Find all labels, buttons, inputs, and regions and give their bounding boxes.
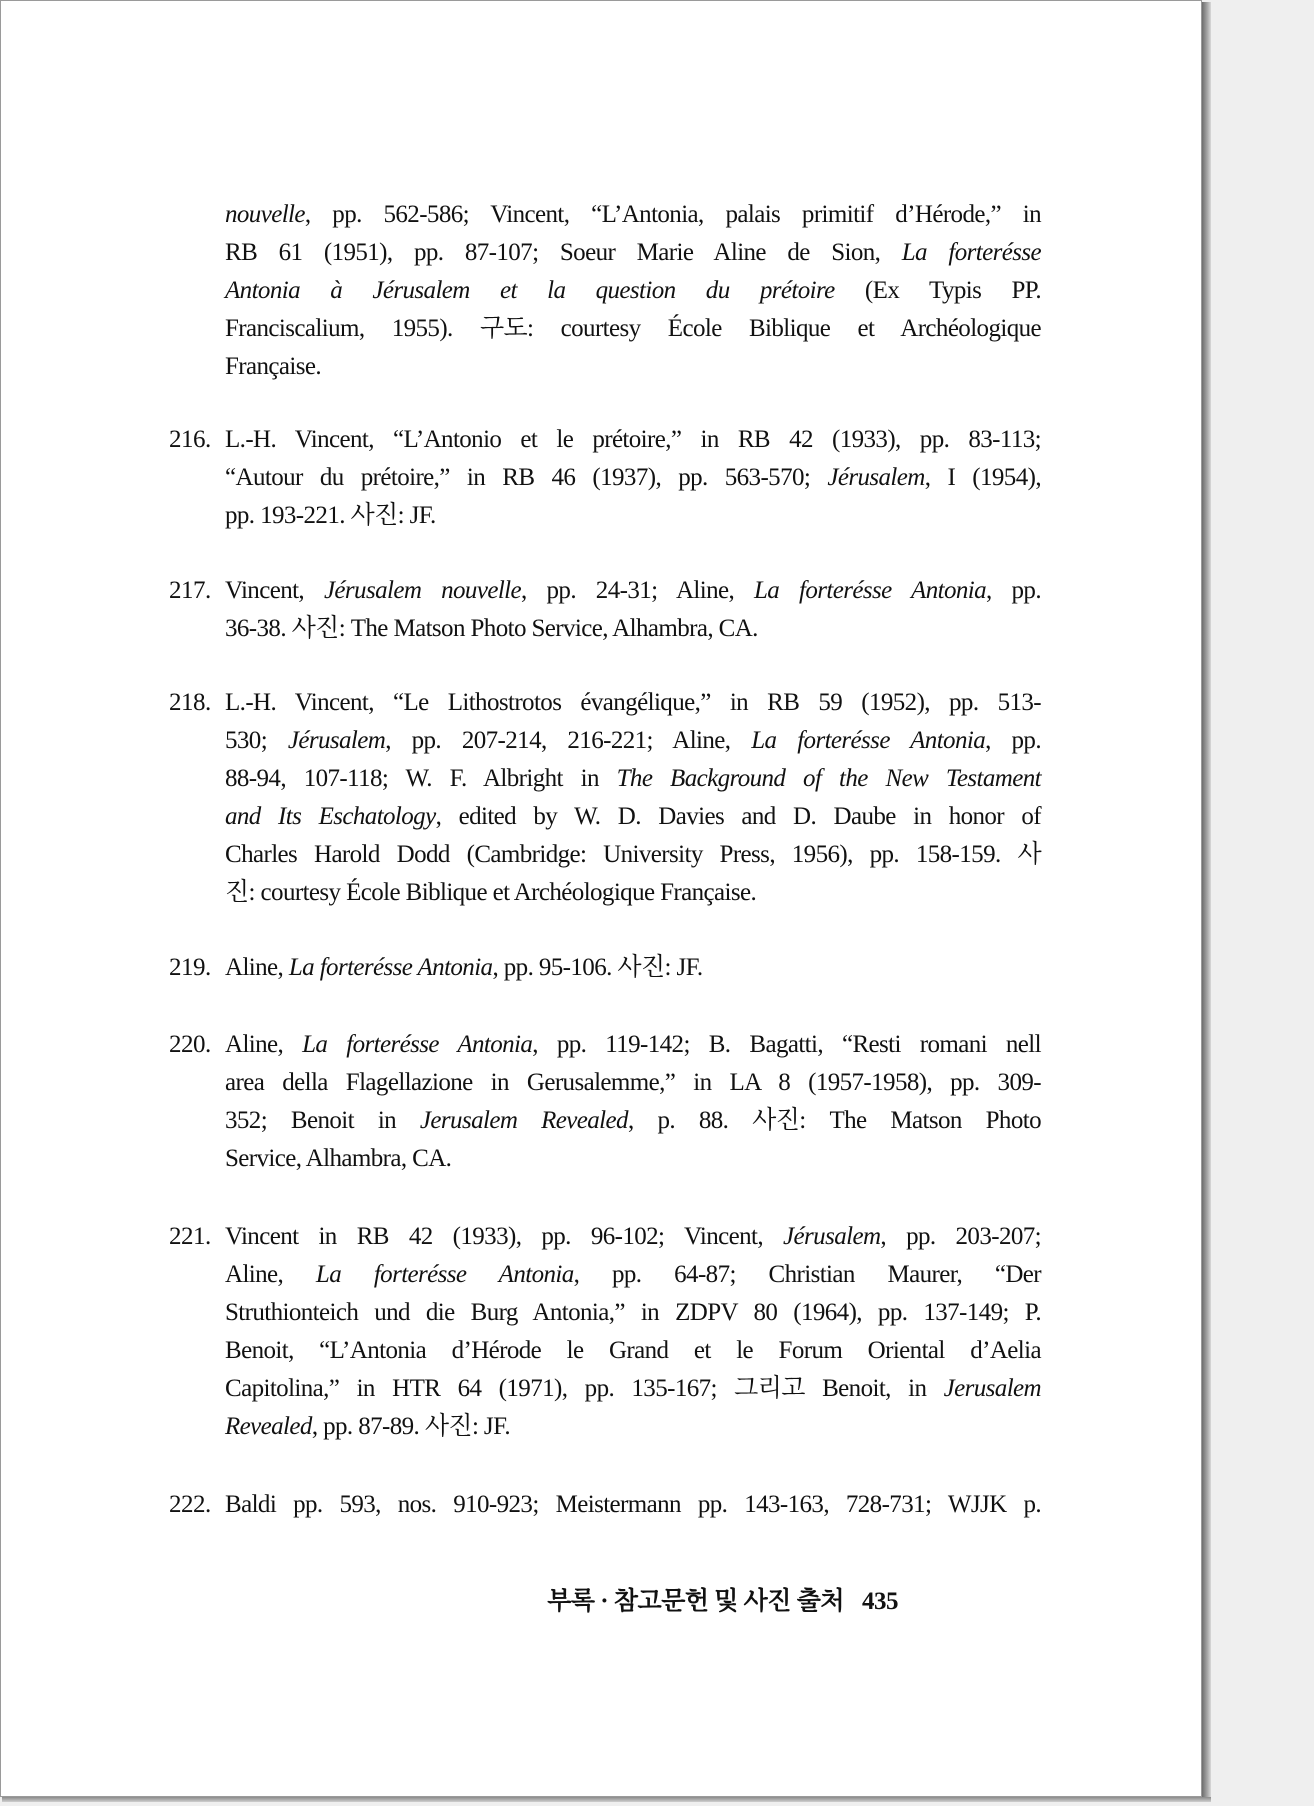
footnote-number: 218. — [169, 689, 211, 716]
text-line — [225, 949, 1041, 987]
text-line — [225, 459, 1041, 497]
text-run: pp. 193-221. 사진: JF. — [225, 502, 436, 529]
text-run: L.-H. Vincent, “Le Lithostrotos évangélique,” in RB 59 (1952), pp. 513- — [225, 689, 1041, 716]
text-line — [225, 836, 1041, 874]
text-line — [225, 421, 1041, 459]
text-line — [225, 272, 1041, 310]
text-run: Charles Harold Dodd (Cambridge: University Press, 1956), pp. 158-159. 사 — [225, 841, 1041, 868]
text-run: , pp. — [985, 727, 1041, 754]
text-run: Aline, — [225, 1261, 316, 1288]
italic-title: nouvelle — [225, 201, 305, 228]
italic-title: Jerusalem Revealed — [419, 1107, 628, 1134]
text-line — [225, 610, 1041, 648]
text-run: Franciscalium, 1955). 구도: courtesy École Biblique et Archéologique — [225, 315, 1041, 342]
text-run: Aline, — [225, 1031, 303, 1058]
text-line — [225, 310, 1041, 348]
text-line — [225, 1064, 1041, 1102]
text-run: 36-38. 사진: The Matson Photo Service, Alhambra, CA. — [225, 615, 758, 642]
text-line — [225, 497, 1041, 535]
footnote-222 — [169, 1486, 1041, 1524]
italic-title: Jérusalem — [287, 727, 386, 754]
italic-title: La forterésse Antonia — [754, 577, 987, 604]
text-line — [225, 798, 1041, 836]
text-run: Aline, — [225, 954, 289, 981]
text-run: , pp. 203-207; — [880, 1223, 1041, 1250]
italic-title: Antonia à Jérusalem et la question du prétoire — [225, 277, 835, 304]
text-run: Française. — [225, 353, 322, 380]
text-run: , pp. 64-87; Christian Maurer, “Der — [573, 1261, 1042, 1288]
text-run: Vincent, — [225, 577, 324, 604]
text-line — [225, 760, 1041, 798]
text-line — [225, 1294, 1041, 1332]
page-shadow-right — [1202, 2, 1211, 1800]
text-run: Vincent in RB 42 (1933), pp. 96-102; Vincent, — [225, 1223, 784, 1250]
footnote-text — [225, 1026, 1041, 1178]
text-run: , pp. 95-106. 사진: JF. — [492, 954, 703, 981]
italic-title: Revealed — [225, 1413, 312, 1440]
text-run: 530; — [225, 727, 288, 754]
text-run: , pp. 562-586; Vincent, “L’Antonia, palais primitif d’Hérode,” in — [304, 201, 1041, 228]
text-line — [225, 348, 1041, 386]
footnote-text — [225, 196, 1041, 386]
footnote-text — [225, 572, 1041, 648]
text-run: Benoit, “L’Antonia d’Hérode le Grand et le Forum Oriental d’Aelia — [225, 1337, 1041, 1364]
footnote-219 — [169, 949, 1041, 987]
italic-title: The Background of the New Testament — [616, 765, 1041, 792]
text-run: , pp. 24-31; Aline, — [521, 577, 754, 604]
footnote-number: 220. — [169, 1031, 211, 1058]
italic-title: Jerusalem — [943, 1375, 1041, 1402]
text-run: , p. 88. 사진: The Matson Photo — [627, 1107, 1041, 1134]
text-run: , edited by W. D. Davies and D. Daube in honor of — [435, 803, 1041, 830]
text-run: , pp. 207-214, 216-221; Aline, — [385, 727, 752, 754]
text-run: Capitolina,” in HTR 64 (1971), pp. 135-167; 그리고 Benoit, in — [225, 1375, 944, 1402]
text-line — [225, 1370, 1041, 1408]
page-number: 435 — [862, 1588, 898, 1615]
text-line — [225, 1102, 1041, 1140]
italic-title: Jérusalem — [827, 464, 925, 491]
text-run: , pp. 119-142; B. Bagatti, “Resti romani nell — [532, 1031, 1041, 1058]
footnote-continuation — [169, 196, 1041, 386]
text-run: , pp. 87-89. 사진: JF. — [311, 1413, 511, 1440]
text-line — [225, 1026, 1041, 1064]
text-line — [225, 874, 1041, 912]
text-line — [225, 1408, 1041, 1446]
text-run: Service, Alhambra, CA. — [225, 1145, 452, 1172]
footnote-220 — [169, 1026, 1041, 1178]
footnote-number: 222. — [169, 1491, 211, 1518]
text-line — [225, 1256, 1041, 1294]
text-line — [225, 196, 1041, 234]
text-run: area della Flagellazione in Gerusalemme,” in LA 8 (1957-1958), pp. 309- — [225, 1069, 1041, 1096]
text-line — [225, 234, 1041, 272]
text-line — [225, 572, 1041, 610]
italic-title: Jérusalem nouvelle — [323, 577, 522, 604]
footnote-218 — [169, 684, 1041, 912]
italic-title: La forterésse Antonia — [302, 1031, 533, 1058]
text-line — [225, 1486, 1041, 1524]
text-run: 진: courtesy École Biblique et Archéologique Française. — [225, 879, 757, 906]
footnote-text — [225, 949, 1041, 987]
text-run: RB 61 (1951), pp. 87-107; Soeur Marie Aline de Sion, — [225, 239, 902, 266]
footnote-text — [225, 1218, 1041, 1446]
footnote-number: 216. — [169, 426, 211, 453]
italic-title: La forterésse Antonia — [751, 727, 986, 754]
text-line — [225, 1218, 1041, 1256]
running-footer-title: 부록 · 참고문헌 및 사진 출처 — [547, 1588, 844, 1615]
text-run: “Autour du prétoire,” in RB 46 (1937), pp. 563-570; — [225, 464, 828, 491]
footnote-text — [225, 1486, 1041, 1524]
text-run: , I (1954), — [924, 464, 1041, 491]
text-line — [225, 684, 1041, 722]
footnote-text — [225, 684, 1041, 912]
italic-title: Jérusalem — [783, 1223, 881, 1250]
text-line — [225, 1332, 1041, 1370]
text-run: Baldi pp. 593, nos. 910-923; Meistermann pp. 143-163, 728-731; WJJK p. — [225, 1491, 1041, 1518]
footnote-217 — [169, 572, 1041, 648]
text-run: L.-H. Vincent, “L’Antonio et le prétoire,” in RB 42 (1933), pp. 83-113; — [225, 426, 1041, 453]
text-line — [225, 1140, 1041, 1178]
italic-title: and Its Eschatology — [225, 803, 436, 830]
page-footer — [547, 1585, 898, 1619]
italic-title: La forterésse Antonia — [288, 954, 493, 981]
footnote-221 — [169, 1218, 1041, 1446]
italic-title: La forterésse Antonia — [315, 1261, 574, 1288]
italic-title: La forterésse — [901, 239, 1041, 266]
text-run: 88-94, 107-118; W. F. Albright in — [225, 765, 617, 792]
footnote-216 — [169, 421, 1041, 535]
footnote-number: 221. — [169, 1223, 211, 1250]
text-run: 352; Benoit in — [225, 1107, 420, 1134]
footnote-number: 217. — [169, 577, 211, 604]
text-run: , pp. — [986, 577, 1041, 604]
text-line — [225, 722, 1041, 760]
page-shadow-bottom — [2, 1797, 1211, 1802]
text-run: (Ex Typis PP. — [834, 277, 1041, 304]
footnote-number: 219. — [169, 954, 211, 981]
text-run: Struthionteich und die Burg Antonia,” in ZDPV 80 (1964), pp. 137-149; P. — [225, 1299, 1041, 1326]
footnote-text — [225, 421, 1041, 535]
